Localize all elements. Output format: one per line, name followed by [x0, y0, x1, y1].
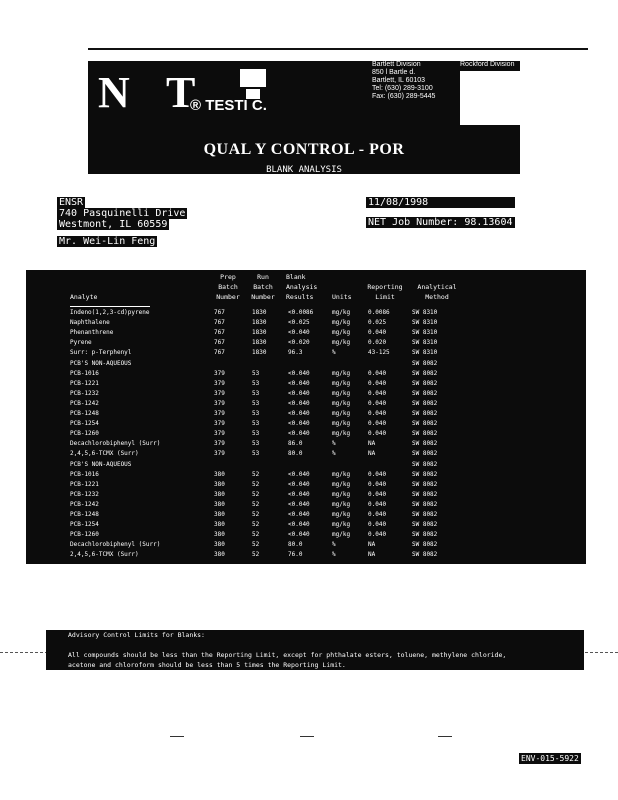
cell-method: SW 8082 — [412, 460, 438, 468]
col-header-line: Method — [425, 293, 449, 301]
cell-method: SW 8082 — [412, 521, 438, 529]
cell-units: mg/kg — [332, 369, 351, 377]
cell-result: <0.040 — [288, 379, 310, 387]
cell-analyte: Surr: p-Terphenyl — [70, 349, 132, 357]
cell-units: mg/kg — [332, 521, 351, 529]
cell-result: 80.0 — [288, 541, 303, 549]
cell-method: SW 8310 — [412, 339, 438, 347]
client-address — [57, 197, 187, 247]
cell-run-batch: 52 — [252, 531, 260, 539]
cell-units: % — [332, 440, 336, 448]
table-row — [26, 449, 586, 459]
cell-result: <0.020 — [288, 339, 310, 347]
cell-run-batch: 53 — [252, 430, 260, 438]
footer-mark — [170, 736, 184, 737]
table-row — [26, 470, 586, 480]
cell-method: SW 8082 — [412, 490, 438, 498]
cell-result: <0.040 — [288, 470, 310, 478]
cell-result: <0.040 — [288, 420, 310, 428]
cell-analyte: PCB-1232 — [70, 490, 99, 498]
cell-analyte: PCB-1248 — [70, 511, 99, 518]
cell-method: SW 8082 — [412, 480, 438, 488]
cell-prep-batch: 767 — [214, 349, 225, 357]
table-row — [26, 379, 586, 389]
cell-result: <0.040 — [288, 399, 310, 407]
cell-units: mg/kg — [332, 420, 351, 428]
cell-analyte: 2,4,5,6-TCMX (Surr) — [70, 450, 139, 458]
cell-run-batch: 53 — [252, 399, 260, 407]
cell-reporting-limit: 0.040 — [368, 369, 387, 377]
cell-run-batch: 1830 — [252, 319, 267, 327]
division-left-line: Bartlett, IL 60103 — [372, 77, 426, 84]
cell-result: <0.040 — [288, 480, 310, 488]
cell-reporting-limit: 0.040 — [368, 490, 387, 498]
advisory-title: Advisory Control Limits for Blanks: — [68, 631, 205, 639]
cell-reporting-limit: 0.0086 — [368, 309, 390, 316]
table-row — [26, 308, 586, 318]
footer-mark — [438, 736, 452, 737]
cell-analyte: PCB-1221 — [70, 379, 99, 387]
cell-units: mg/kg — [332, 319, 351, 327]
table-row — [26, 530, 586, 540]
cell-prep-batch: 380 — [214, 541, 225, 549]
col-header-result — [286, 272, 326, 302]
cell-analyte: PCB-1016 — [70, 470, 99, 478]
cell-units: mg/kg — [332, 500, 351, 508]
division-left-line: 850 l Bartle d. — [372, 69, 416, 76]
cell-analyte: PCB-1254 — [70, 420, 99, 428]
cell-prep-batch: 379 — [214, 420, 225, 428]
cell-method: SW 8082 — [412, 379, 438, 387]
cell-analyte: PCB-1242 — [70, 500, 99, 508]
cell-analyte: Decachlorobiphenyl (Surr) — [70, 541, 161, 549]
cell-analyte: Pyrene — [70, 339, 92, 347]
cell-units: mg/kg — [332, 329, 351, 337]
client-contact: Mr. Wei-Lin Feng — [59, 236, 156, 247]
advisory-box — [46, 630, 584, 670]
cell-prep-batch: 380 — [214, 531, 225, 539]
cell-prep-batch: 380 — [214, 480, 225, 488]
cell-units: mg/kg — [332, 531, 351, 539]
col-header-line: Analysis — [286, 283, 318, 291]
cell-method: SW 8082 — [412, 399, 438, 407]
table-row — [26, 348, 586, 358]
division-left-address — [372, 61, 435, 101]
cell-reporting-limit: 0.040 — [368, 410, 387, 417]
cell-method: SW 8082 — [412, 369, 438, 377]
cell-reporting-limit: 0.040 — [368, 480, 387, 488]
table-row — [26, 540, 586, 550]
col-header-line: Prep — [220, 273, 236, 281]
cell-method: SW 8310 — [412, 309, 438, 316]
cell-prep-batch: 380 — [214, 490, 225, 498]
logo-letter-n: N — [98, 68, 130, 117]
cell-reporting-limit: 0.040 — [368, 521, 387, 529]
cell-analyte: PCB'S NON-AQUEOUS — [70, 460, 132, 468]
client-city: Westmont, IL 60559 — [59, 219, 168, 230]
cell-method: SW 8082 — [412, 500, 438, 508]
cell-method: SW 8082 — [412, 440, 438, 448]
cell-reporting-limit: 0.040 — [368, 329, 387, 337]
logo-text: ® TESTI C. — [190, 97, 267, 114]
cell-method: SW 8082 — [412, 450, 438, 458]
cell-result: 76.0 — [288, 551, 303, 559]
table-row — [26, 318, 586, 328]
cell-run-batch: 1830 — [252, 329, 267, 337]
cell-run-batch: 1830 — [252, 309, 267, 316]
cell-prep-batch: 379 — [214, 399, 225, 407]
cell-analyte: PCB-1248 — [70, 410, 99, 417]
cell-method: SW 8082 — [412, 470, 438, 478]
letterhead — [88, 61, 520, 174]
cell-prep-batch: 767 — [214, 319, 225, 327]
advisory-line-2: acetone and chloroform should be less than 5 times the Reporting Limit. — [68, 661, 346, 669]
cell-units: mg/kg — [332, 309, 351, 316]
table-row — [26, 490, 586, 500]
table-row — [26, 520, 586, 530]
cell-result: <0.040 — [288, 430, 310, 438]
cell-reporting-limit: 0.040 — [368, 420, 387, 428]
document-id: ENV-015-5922 — [521, 754, 579, 763]
cell-prep-batch: 380 — [214, 511, 225, 518]
cell-prep-batch: 767 — [214, 329, 225, 337]
cell-run-batch: 53 — [252, 369, 260, 377]
cell-run-batch: 53 — [252, 379, 260, 387]
col-header-line: Results — [286, 293, 314, 301]
cell-prep-batch: 379 — [214, 440, 225, 448]
cell-prep-batch: 767 — [214, 339, 225, 347]
col-header-rl — [362, 282, 408, 302]
cell-prep-batch: 767 — [214, 309, 225, 316]
header-rule — [70, 306, 150, 307]
cell-prep-batch: 379 — [214, 379, 225, 387]
cell-prep-batch: 380 — [214, 551, 225, 559]
table-row — [26, 409, 586, 419]
cell-run-batch: 52 — [252, 490, 260, 498]
cell-analyte: PCB-1242 — [70, 399, 99, 407]
col-header-line: Batch — [218, 283, 238, 291]
cell-method: SW 8082 — [412, 531, 438, 539]
cell-method: SW 8310 — [412, 349, 438, 357]
cell-units: mg/kg — [332, 379, 351, 387]
cell-result: <0.040 — [288, 329, 310, 337]
col-header-line: Run — [257, 273, 269, 281]
cell-prep-batch: 379 — [214, 389, 225, 397]
cell-result: <0.040 — [288, 490, 310, 498]
cell-method: SW 8310 — [412, 329, 438, 337]
cell-analyte: Indeno(1,2,3-cd)pyrene — [70, 309, 150, 316]
table-row — [26, 328, 586, 338]
cell-result: <0.040 — [288, 521, 310, 529]
cell-analyte: Phenanthrene — [70, 329, 114, 337]
cell-units: mg/kg — [332, 470, 351, 478]
col-header-method — [412, 282, 462, 302]
cell-units: mg/kg — [332, 410, 351, 417]
results-table — [26, 270, 586, 564]
cell-prep-batch: 380 — [214, 500, 225, 508]
col-header-run — [248, 272, 278, 302]
cell-result: <0.040 — [288, 531, 310, 539]
cell-reporting-limit: NA — [368, 551, 376, 559]
cell-result: <0.040 — [288, 389, 310, 397]
report-date: 11/08/1998 — [366, 197, 515, 208]
col-header-units: Units — [332, 293, 352, 301]
cell-run-batch: 1830 — [252, 349, 267, 357]
cell-units: % — [332, 349, 336, 357]
cell-reporting-limit: 0.025 — [368, 319, 387, 327]
cell-prep-batch: 380 — [214, 521, 225, 529]
table-row — [26, 460, 586, 470]
cell-run-batch: 52 — [252, 470, 260, 478]
cell-reporting-limit: 0.040 — [368, 531, 387, 539]
col-header-line: Number — [251, 293, 275, 301]
cell-method: SW 8082 — [412, 389, 438, 397]
cell-reporting-limit: 0.040 — [368, 389, 387, 397]
cell-analyte: PCB-1254 — [70, 521, 99, 529]
cell-units: % — [332, 450, 336, 458]
division-left-line: Fax: (630) 289-5445 — [372, 93, 436, 100]
cell-units: mg/kg — [332, 389, 351, 397]
report-title: QUAL Y CONTROL - POR — [203, 141, 405, 158]
top-rule — [88, 48, 588, 50]
cell-run-batch: 52 — [252, 551, 260, 559]
cell-reporting-limit: 0.040 — [368, 500, 387, 508]
table-row — [26, 500, 586, 510]
division-right-line: Rockford Division — [460, 61, 515, 68]
cell-prep-batch: 380 — [214, 470, 225, 478]
cell-run-batch: 53 — [252, 410, 260, 417]
cell-method: SW 8082 — [412, 430, 438, 438]
cell-method: SW 8082 — [412, 410, 438, 417]
table-row — [26, 399, 586, 409]
cell-analyte: PCB-1232 — [70, 389, 99, 397]
table-row — [26, 480, 586, 490]
cell-units: mg/kg — [332, 430, 351, 438]
report-subtitle: BLANK ANALYSIS — [266, 165, 342, 175]
cell-run-batch: 52 — [252, 500, 260, 508]
cell-units: % — [332, 541, 336, 549]
cell-reporting-limit: 0.040 — [368, 470, 387, 478]
cell-result: <0.0086 — [288, 309, 314, 316]
cell-reporting-limit: NA — [368, 541, 376, 549]
cell-prep-batch: 379 — [214, 410, 225, 417]
col-header-line: Batch — [253, 283, 273, 291]
cell-analyte: PCB-1260 — [70, 531, 99, 539]
cell-method: SW 8082 — [412, 511, 438, 518]
cell-units: % — [332, 551, 336, 559]
cell-analyte: PCB-1221 — [70, 480, 99, 488]
cell-method: SW 8082 — [412, 551, 438, 559]
cell-run-batch: 52 — [252, 541, 260, 549]
cell-analyte: PCB-1016 — [70, 369, 99, 377]
col-header-line: Reporting — [367, 283, 403, 291]
cell-units: mg/kg — [332, 339, 351, 347]
footer-mark — [300, 736, 314, 737]
cell-units: mg/kg — [332, 490, 351, 498]
cell-result: <0.040 — [288, 511, 310, 518]
cell-result: <0.025 — [288, 319, 310, 327]
col-header-line: Blank — [286, 273, 306, 281]
cell-run-batch: 52 — [252, 480, 260, 488]
cell-reporting-limit: 0.040 — [368, 511, 387, 518]
logo-letter-t: T — [166, 68, 196, 117]
advisory-line-1: All compounds should be less than the Reporting Limit, except for phthalate esters, toluene, methylene chloride, — [68, 651, 507, 659]
col-header-analyte: Analyte — [70, 293, 98, 301]
cell-method: SW 8082 — [412, 541, 438, 549]
cell-prep-batch: 379 — [214, 430, 225, 438]
cell-reporting-limit: 0.040 — [368, 399, 387, 407]
col-header-line: Limit — [375, 293, 395, 301]
cell-analyte: Decachlorobiphenyl (Surr) — [70, 440, 161, 448]
job-info — [366, 197, 515, 237]
cell-analyte: Naphthalene — [70, 319, 110, 327]
cell-reporting-limit: NA — [368, 440, 376, 448]
cell-reporting-limit: 0.040 — [368, 379, 387, 387]
division-left-line: Tel: (630) 289-3100 — [372, 85, 433, 92]
table-row — [26, 369, 586, 379]
cell-run-batch: 52 — [252, 521, 260, 529]
cell-prep-batch: 379 — [214, 450, 225, 458]
table-row — [26, 439, 586, 449]
cell-units: mg/kg — [332, 511, 351, 518]
job-number: NET Job Number: 98.13604 — [368, 217, 513, 228]
cell-reporting-limit: 0.020 — [368, 339, 387, 347]
col-header-prep — [212, 272, 244, 302]
cell-analyte: PCB-1260 — [70, 430, 99, 438]
cell-result: <0.040 — [288, 369, 310, 377]
cell-method: SW 8310 — [412, 319, 438, 327]
division-left-line: Bartlett Division — [372, 61, 421, 68]
cell-analyte: 2,4,5,6-TCMX (Surr) — [70, 551, 139, 559]
cell-run-batch: 53 — [252, 420, 260, 428]
division-right-address — [460, 61, 514, 69]
cell-reporting-limit: NA — [368, 450, 376, 458]
col-header-line: Analytical — [417, 283, 457, 291]
col-header-line: Number — [216, 293, 240, 301]
cell-result: 80.0 — [288, 450, 303, 458]
table-row — [26, 389, 586, 399]
cell-method: SW 8082 — [412, 359, 438, 367]
cell-run-batch: 53 — [252, 440, 260, 448]
cell-analyte: PCB'S NON-AQUEOUS — [70, 359, 132, 367]
table-row — [26, 550, 586, 560]
cell-result: <0.040 — [288, 410, 310, 417]
cell-method: SW 8082 — [412, 420, 438, 428]
redaction-block — [460, 71, 520, 125]
table-row — [26, 429, 586, 439]
cell-result: 86.0 — [288, 440, 303, 448]
cell-run-batch: 1830 — [252, 339, 267, 347]
logo-mark — [240, 69, 266, 87]
cell-units: mg/kg — [332, 399, 351, 407]
cell-result: <0.040 — [288, 500, 310, 508]
table-row — [26, 359, 586, 369]
cell-run-batch: 53 — [252, 450, 260, 458]
cell-run-batch: 52 — [252, 511, 260, 518]
cell-result: 96.3 — [288, 349, 303, 357]
cell-prep-batch: 379 — [214, 369, 225, 377]
client-street: 740 Pasquinelli Drive — [59, 208, 186, 219]
cell-reporting-limit: 43-125 — [368, 349, 390, 357]
cell-units: mg/kg — [332, 480, 351, 488]
cell-reporting-limit: 0.040 — [368, 430, 387, 438]
client-name: ENSR — [59, 197, 84, 208]
cell-run-batch: 53 — [252, 389, 260, 397]
table-row — [26, 419, 586, 429]
table-row — [26, 510, 586, 520]
table-row — [26, 338, 586, 348]
